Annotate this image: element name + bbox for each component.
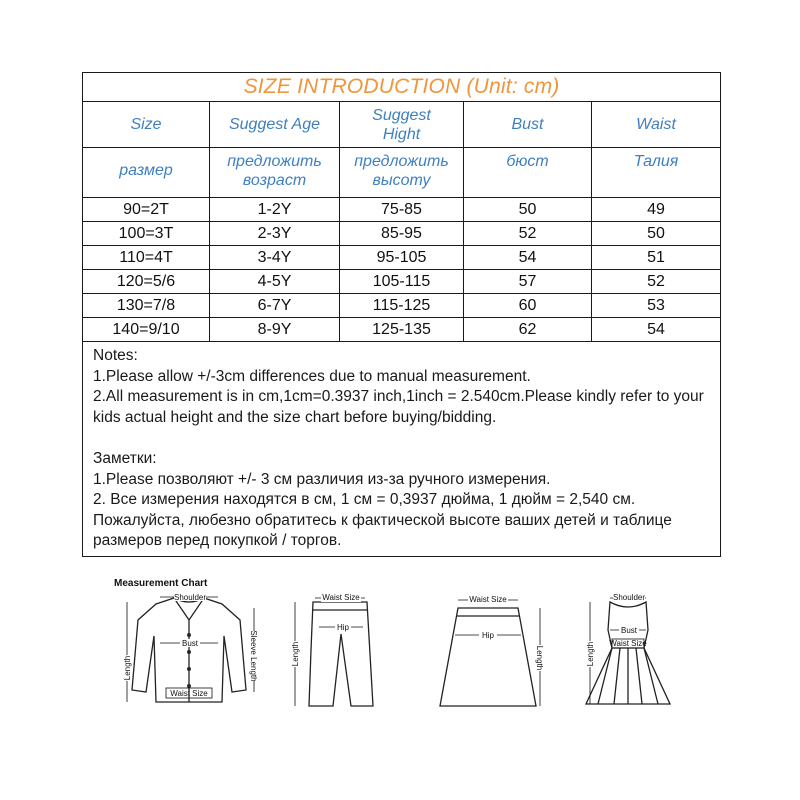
header-age-ru bbox=[210, 148, 340, 198]
pants-hip-label: Hip bbox=[336, 623, 350, 632]
skirt-icon bbox=[428, 590, 548, 715]
dress-icon bbox=[578, 590, 678, 715]
cell-size: 120=5/6 bbox=[83, 270, 210, 294]
cell-bust: 54 bbox=[464, 246, 592, 270]
header-bust-ru: бюст bbox=[464, 148, 592, 198]
shirt-bust-label: Bust bbox=[181, 639, 199, 648]
cell-size: 110=4T bbox=[83, 246, 210, 270]
skirt-hip-label: Hip bbox=[481, 631, 495, 640]
cell-waist: 50 bbox=[592, 222, 721, 246]
header-row-russian bbox=[83, 148, 721, 198]
cell-size: 140=9/10 bbox=[83, 318, 210, 342]
header-size: Size bbox=[83, 102, 210, 148]
header-age-ru-label: предложить возраст bbox=[227, 153, 322, 189]
cell-waist: 54 bbox=[592, 318, 721, 342]
shirt-shoulder-label: Shoulder bbox=[173, 593, 207, 602]
header-bust: Bust bbox=[464, 102, 592, 148]
header-size-ru bbox=[83, 148, 210, 198]
cell-height: 115-125 bbox=[340, 294, 464, 318]
cell-age: 4-5Y bbox=[210, 270, 340, 294]
table-row bbox=[83, 318, 721, 342]
header-waist: Waist bbox=[592, 102, 721, 148]
header-size-ru-label: размер bbox=[119, 162, 173, 179]
cell-size: 100=3T bbox=[83, 222, 210, 246]
cell-height: 105-115 bbox=[340, 270, 464, 294]
pants-waist-label: Waist Size bbox=[322, 593, 360, 602]
cell-waist: 51 bbox=[592, 246, 721, 270]
cell-size: 130=7/8 bbox=[83, 294, 210, 318]
cell-height: 75-85 bbox=[340, 198, 464, 222]
table-title: SIZE INTRODUCTION (Unit: cm) bbox=[83, 73, 721, 102]
cell-age: 3-4Y bbox=[210, 246, 340, 270]
table-row bbox=[83, 198, 721, 222]
notes-line-1-ru: 1.Please позволяют +/- 3 см различия из-за ручного измерения. bbox=[93, 470, 551, 488]
cell-height: 95-105 bbox=[340, 246, 464, 270]
cell-age: 6-7Y bbox=[210, 294, 340, 318]
cell-age: 2-3Y bbox=[210, 222, 340, 246]
pants-icon bbox=[283, 590, 383, 715]
cell-age: 8-9Y bbox=[210, 318, 340, 342]
dress-shoulder-label: Shoulder bbox=[612, 593, 646, 602]
dress-length-label: Length bbox=[586, 641, 595, 667]
cell-bust: 52 bbox=[464, 222, 592, 246]
cell-waist: 53 bbox=[592, 294, 721, 318]
table-row bbox=[83, 270, 721, 294]
header-waist-ru: Талия bbox=[592, 148, 721, 198]
dress-waist-label: Waist Size bbox=[609, 639, 647, 648]
notes-heading-ru: Заметки: bbox=[93, 450, 157, 467]
shirt-sleeve-length-label: Sleeve Length bbox=[249, 630, 258, 682]
shirt-length-label: Length bbox=[123, 655, 132, 681]
skirt-waist-label: Waist Size bbox=[469, 595, 507, 604]
measurement-chart bbox=[108, 572, 678, 722]
cell-bust: 50 bbox=[464, 198, 592, 222]
header-height-ru-label: предложить высоту bbox=[354, 153, 449, 189]
dress-diagram bbox=[578, 590, 678, 715]
measurement-chart-title: Measurement Chart bbox=[114, 578, 208, 589]
header-row-english bbox=[83, 102, 721, 148]
notes-section bbox=[83, 342, 721, 557]
header-suggest-height bbox=[340, 102, 464, 148]
shirt-icon bbox=[114, 590, 264, 715]
shirt-waist-label: Waist Size bbox=[170, 689, 208, 698]
skirt-length-label: Length bbox=[535, 645, 544, 671]
cell-bust: 57 bbox=[464, 270, 592, 294]
cell-bust: 60 bbox=[464, 294, 592, 318]
table-row bbox=[83, 294, 721, 318]
cell-height: 85-95 bbox=[340, 222, 464, 246]
dress-bust-label: Bust bbox=[620, 626, 638, 635]
cell-age: 1-2Y bbox=[210, 198, 340, 222]
header-height-ru bbox=[340, 148, 464, 198]
notes-heading: Notes: bbox=[93, 347, 138, 364]
cell-waist: 49 bbox=[592, 198, 721, 222]
cell-height: 125-135 bbox=[340, 318, 464, 342]
notes-line-2-ru: 2. Все измерения находятся в см, 1 см = 0,3937 дюйма, 1 дюйм = 2,540 см. Пожалуйста, любезно обратитесь к фактической высоте ваших детей и таблице размеров перед покупкой / торгов. bbox=[93, 491, 672, 549]
shirt-diagram bbox=[114, 590, 264, 715]
table-row bbox=[83, 222, 721, 246]
notes-line-2: 2.All measurement is in cm,1cm=0.3937 inch,1inch = 2.540cm.Please kindly refer to your kids actual height and the size chart before buying/bidding. bbox=[93, 388, 704, 426]
header-suggest-age: Suggest Age bbox=[210, 102, 340, 148]
size-table bbox=[82, 72, 721, 557]
cell-bust: 62 bbox=[464, 318, 592, 342]
pants-length-label: Length bbox=[291, 641, 300, 667]
notes-line-1: 1.Please allow +/-3cm differences due to manual measurement. bbox=[93, 367, 531, 385]
pants-diagram bbox=[283, 590, 383, 715]
cell-waist: 52 bbox=[592, 270, 721, 294]
cell-size: 90=2T bbox=[83, 198, 210, 222]
header-suggest-height-label: Suggest Hight bbox=[372, 106, 431, 143]
table-row bbox=[83, 246, 721, 270]
skirt-diagram bbox=[428, 590, 548, 715]
